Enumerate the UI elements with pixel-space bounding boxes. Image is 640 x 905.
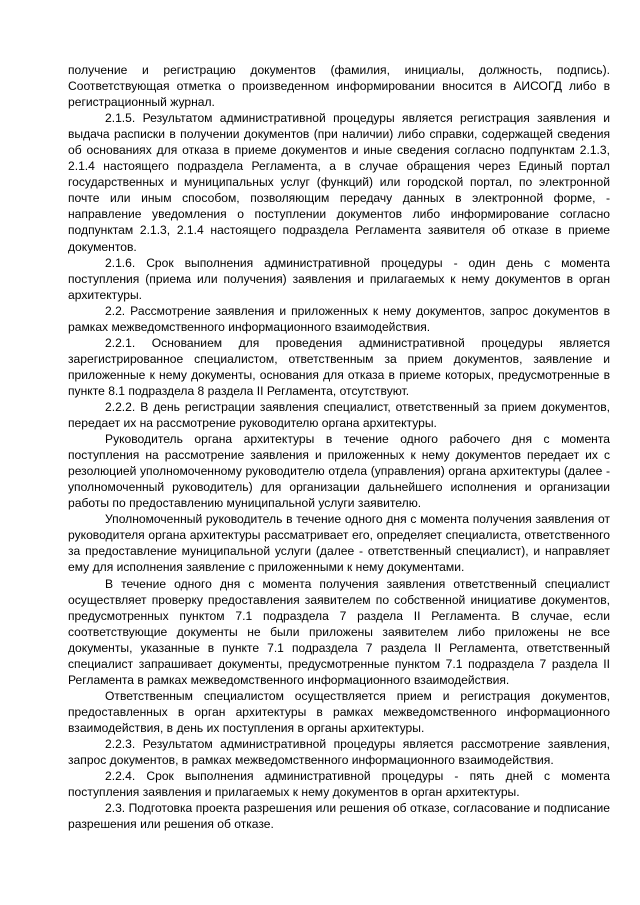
section-heading-2-2: 2.2. Рассмотрение заявления и приложенных к нему документов, запрос документов в рамках межведомственного информационного взаимодействия. <box>68 303 610 334</box>
paragraph-architecture-head: Руководитель органа архитектуры в течение одного рабочего дня с момента поступления на рассмотрение заявления и приложенных к нему документов передает их с резолюцией уполномоченному руководителю отдела (управления) органа архитектуры (далее - уполномоченный руководитель) для организации дальнейшего исполнения и организации работы по предоставлению муниципальной услуги заявителю. <box>68 432 610 511</box>
paragraph-2-1-6: 2.1.6. Срок выполнения административной процедуры - один день с момента поступления (приема или получения) заявления и прилагаемых к нему документов в орган архитектуры. <box>68 255 610 302</box>
paragraph-2-2-4: 2.2.4. Срок выполнения административной процедуры - пять дней с момента поступления заявления и прилагаемых к нему документов в орган архитектуры. <box>68 769 610 800</box>
paragraph-responsible-check: В течение одного дня с момента получения заявления ответственный специалист осуществляет проверку предоставления заявителем по собственной инициативе документов, предусмотренных пунктом 7.1 подраздела 7 раздела II Регламента. В случае, если соответствующие документы не были приложены заявителем либо приложены не все документы, указанные в пункте 7.1 подраздела 7 раздела II Регламента, ответственный специалист запрашивает документы, предусмотренные пунктом 7.1 подраздела 7 раздела II Регламента в рамках межведомственного информационного взаимодействия. <box>68 576 610 687</box>
paragraph-responsible-registration: Ответственным специалистом осуществляется прием и регистрация документов, предоставленных в орган архитектуры в рамках межведомственного информационного взаимодействия, в день их поступления в органы архитектуры. <box>68 688 610 735</box>
paragraph-2-2-2: 2.2.2. В день регистрации заявления специалист, ответственный за прием документов, передает их на рассмотрение руководителю органа архитектуры. <box>68 399 610 431</box>
paragraph-continuation: получение и регистрацию документов (фамилия, инициалы, должность, подпись). Соответствующая отметка о произведенном информировании вносится в АИСОГД либо в регистрационный журнал. <box>68 63 610 110</box>
paragraph-2-2-3: 2.2.3. Результатом административной процедуры является рассмотрение заявления, запрос документов, в рамках межведомственного информационного взаимодействия. <box>68 736 610 768</box>
section-heading-2-3: 2.3. Подготовка проекта разрешения или решения об отказе, согласование и подписание разрешения или решения об отказе. <box>68 801 610 832</box>
paragraph-authorized-head: Уполномоченный руководитель в течение одного дня с момента получения заявления от руководителя органа архитектуры рассматривает его, определяет специалиста, ответственного за предоставление муниципальной услуги (далее - ответственный специалист), и направляет ему для исполнения заявление с приложенными к нему документами. <box>68 512 610 575</box>
paragraph-2-2-1: 2.2.1. Основанием для проведения административной процедуры является зарегистрированное специалистом, ответственным за прием документов, заявление и приложенные к нему документы, основания для отказа в приеме которых, предусмотренные в пункте 8.1 подраздела 8 раздела II Регламента, отсутствуют. <box>68 335 610 398</box>
document-page <box>68 62 610 832</box>
paragraph-2-1-5: 2.1.5. Результатом административной процедуры является регистрация заявления и выдача расписки в получении документов (при наличии) либо справки, содержащей сведения об основаниях для отказа в приеме документов и иные сведения согласно подпунктам 2.1.3, 2.1.4 настоящего подраздела Регламента, а в случае обращения через Единый портал государственных и муниципальных услуг (функций) или городской портал, по электронной почте или иным способом, позволяющим передачу данных в электронной форме, - направление уведомления о поступлении документов либо информирование согласно подпунктам 2.1.3, 2.1.4 настоящего подраздела Регламента заявителя об отказе в приеме документов. <box>68 111 610 254</box>
